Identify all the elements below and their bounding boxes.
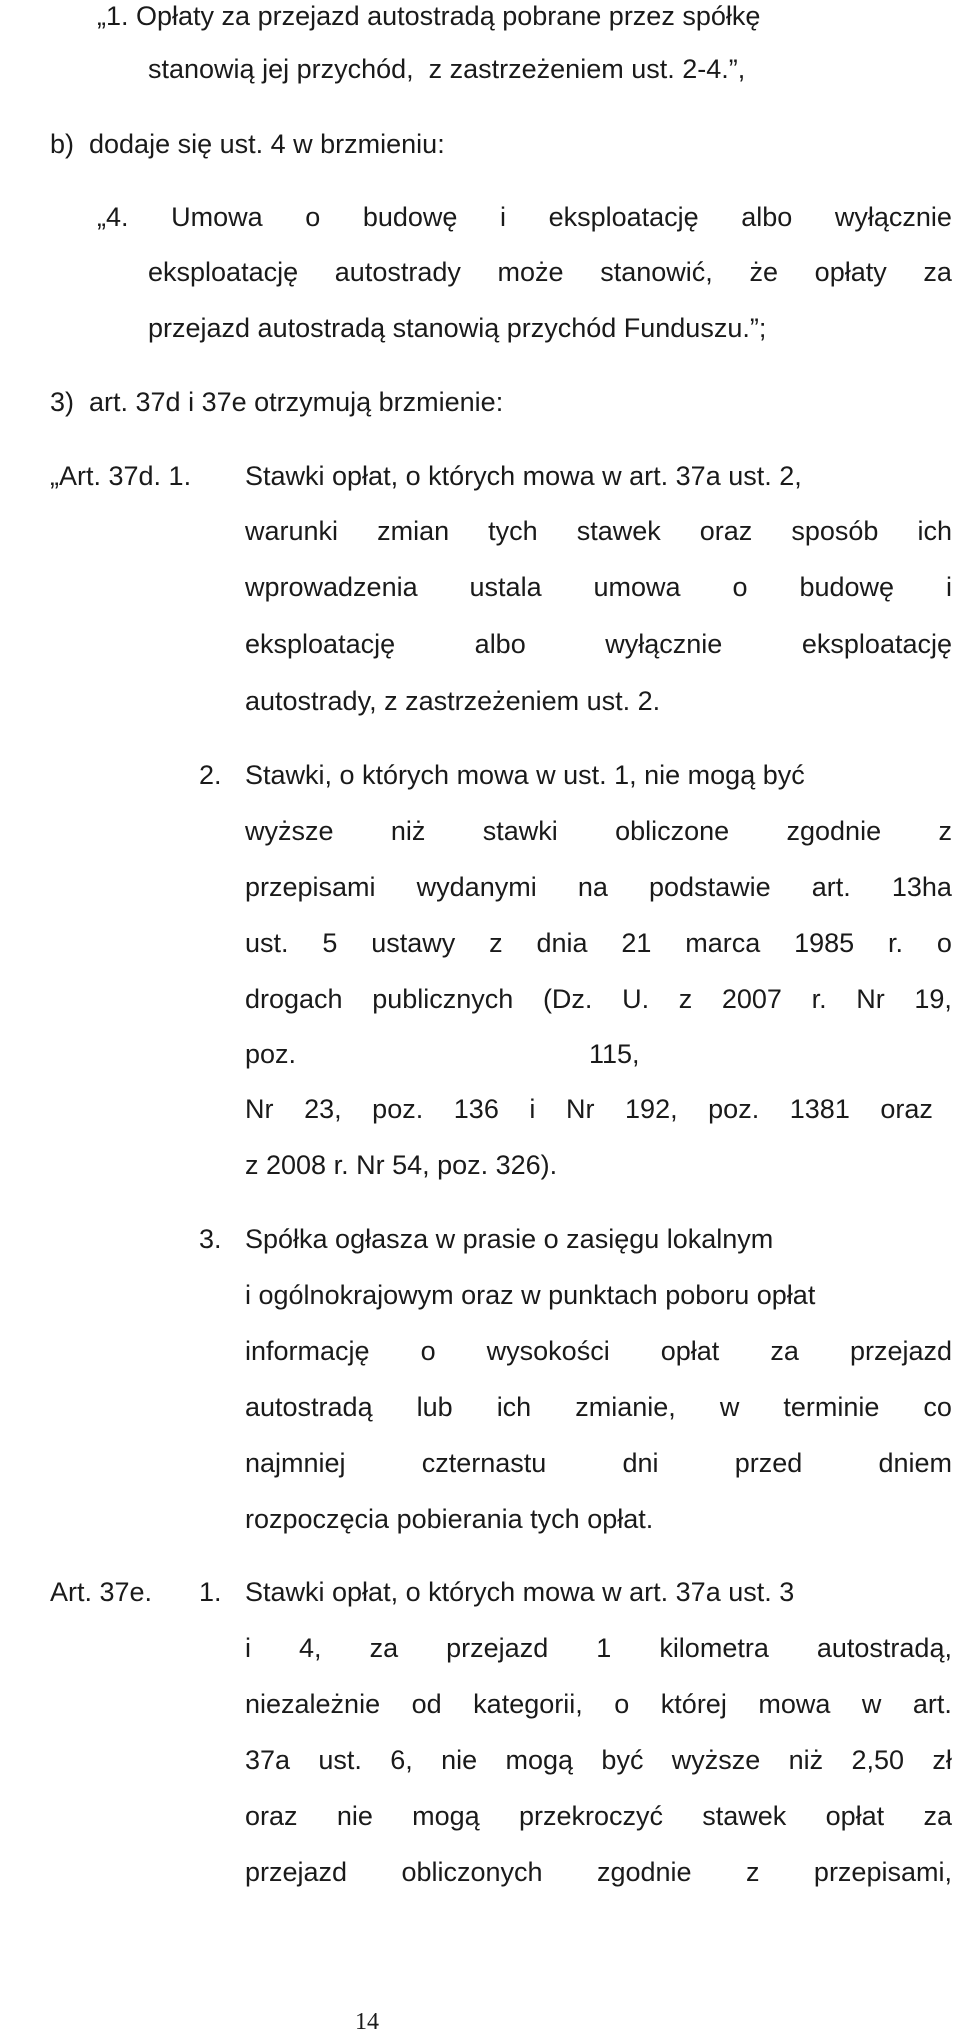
text-line-justified [97,204,952,231]
word: ich [496,1392,532,1422]
word: wprowadzenia [245,572,418,602]
word: być [601,1745,644,1775]
word: za [770,1336,799,1366]
word: eksploatację [801,629,952,659]
word: 23, [304,1094,342,1124]
word: U. [622,984,650,1014]
word: 5 [322,928,338,958]
text-line-justified [245,1859,952,1886]
word: zmianie, [575,1392,676,1422]
word: opłat [825,1801,885,1831]
word: stawki [482,816,558,846]
text-line: z 2008 r. Nr 54, poz. 326). [245,1150,558,1180]
text-line-justified [245,1338,952,1365]
word: od [411,1689,442,1719]
word: tych [488,516,538,546]
word: eksploatację [548,202,699,232]
word: albo [474,629,526,659]
word: o [614,1689,630,1719]
text-line: Spółka ogłasza w prasie o zasięgu lokalnym [245,1224,774,1254]
word: o [732,572,748,602]
word: 6, [390,1745,413,1775]
word: dniem [878,1448,952,1478]
word: czternastu [421,1448,547,1478]
word: z [746,1857,760,1887]
text-line: 115, [589,1039,640,1069]
word: kilometra [659,1633,769,1663]
word: co [923,1392,952,1422]
word: informację [245,1336,370,1366]
word: której [660,1689,727,1719]
word: lub [416,1392,453,1422]
word: i [245,1633,251,1663]
word: r. [811,984,827,1014]
word: za [923,1801,952,1831]
text-line: przejazd autostradą stanowią przychód Funduszu.”; [148,313,767,343]
word: podstawie [649,872,771,902]
word: warunki [245,516,339,546]
list-item-b: b) dodaje się ust. 4 w brzmieniu: [50,129,445,159]
word: budowę [799,572,895,602]
word: opłat [660,1336,720,1366]
word: 192, [625,1094,678,1124]
word: zmian [377,516,450,546]
word: stawek [576,516,661,546]
word: przed [734,1448,803,1478]
text-line-justified [245,631,952,658]
word: o [420,1336,436,1366]
list-item-3: 3) art. 37d i 37e otrzymują brzmienie: [50,387,504,417]
word: Nr [856,984,885,1014]
text-line-justified [245,1691,952,1718]
word: obliczonych [401,1857,543,1887]
word: zgodnie [786,816,882,846]
word: nie [441,1745,478,1775]
text-line-justified [245,1635,952,1662]
word: budowę [362,202,458,232]
word: poz. [708,1094,760,1124]
text-line: stanowią jej przychód, z zastrzeżeniem ust. 2-4.”, [148,54,746,84]
word: i [529,1094,536,1124]
word: z [938,816,952,846]
word: ust. [245,928,289,958]
word: autostrady [334,257,461,287]
word: wyższe [245,816,334,846]
paragraph-number: 2. [199,760,222,790]
word: o [305,202,321,232]
text-line-justified [245,518,952,545]
word: na [577,872,608,902]
text-line-justified [245,1450,952,1477]
text-line-justified [245,874,952,901]
word: wyłącznie [605,629,723,659]
text-line: autostrady, z zastrzeżeniem ust. 2. [245,686,661,716]
word: dnia [536,928,588,958]
word: stawek [702,1801,787,1831]
text-line-justified [245,818,952,845]
word: eksploatację [148,257,299,287]
text-line: „1. Opłaty za przejazd autostradą pobrane przez spółkę [97,1,761,31]
word: 21 [621,928,652,958]
word: przejazd [849,1336,952,1366]
paragraph-number: 1. [199,1577,222,1607]
word: za [923,257,952,287]
text-line-justified [148,259,952,286]
word: Nr [245,1094,274,1124]
word: ustawy [371,928,456,958]
word: niezależnie [245,1689,381,1719]
word: eksploatację [245,629,396,659]
word: r. [888,928,904,958]
word: najmniej [245,1448,346,1478]
word: w [861,1689,882,1719]
word: art. [912,1689,952,1719]
word: w [719,1392,740,1422]
text-line-justified [245,1096,933,1123]
word: mogą [505,1745,574,1775]
word: niż [788,1745,824,1775]
word: że [749,257,778,287]
text-line: Stawki opłat, o których mowa w art. 37a ust. 2, [245,461,802,491]
word: ust. [318,1745,362,1775]
text-line-justified [245,1394,952,1421]
word: 4, [299,1633,322,1663]
word: albo [741,202,793,232]
word: Umowa [171,202,263,232]
word: publicznych [372,984,514,1014]
word: marca [685,928,761,958]
word: za [369,1633,399,1663]
word: 13ha [891,872,952,902]
word: 1381 [789,1094,850,1124]
text-line: poz. [245,1039,297,1069]
word: zgodnie [596,1857,692,1887]
word: 136 [453,1094,499,1124]
word: z [489,928,503,958]
word: autostradą, [816,1633,952,1663]
text-line-justified [245,1803,952,1830]
word: drogach [245,984,343,1014]
word: sposób [791,516,879,546]
text-line-justified [245,574,952,601]
word: wyłącznie [834,202,952,232]
word: 2007 [721,984,782,1014]
word: 1985 [794,928,855,958]
article-heading: Art. 37e. [50,1577,153,1607]
word: ustala [469,572,542,602]
text-line: rozpoczęcia pobierania tych opłat. [245,1504,654,1534]
word: przepisami [245,872,376,902]
text-line-justified [245,1747,952,1774]
word: przekroczyć [518,1801,663,1831]
word: wysokości [486,1336,610,1366]
word: mowa [758,1689,831,1719]
text-line-justified [245,930,952,957]
word: stanowić, [600,257,713,287]
word: „4. [97,202,129,232]
word: art. [811,872,851,902]
paragraph-number: 3. [199,1224,222,1254]
word: wydanymi [416,872,537,902]
word: przejazd [446,1633,549,1663]
word: 37a [245,1745,291,1775]
word: ich [917,516,952,546]
word: oraz [699,516,753,546]
word: opłaty [814,257,887,287]
word: kategorii, [473,1689,583,1719]
word: mogą [412,1801,480,1831]
word: umowa [593,572,681,602]
word: niż [390,816,426,846]
word: o [936,928,952,958]
word: może [497,257,564,287]
text-line: Stawki opłat, o których mowa w art. 37a ust. 3 [245,1577,795,1607]
page-number: 14 [355,2009,379,2035]
word: oraz [880,1094,933,1124]
word: i [945,572,952,602]
text-line-justified [245,986,952,1013]
word: przejazd [245,1857,348,1887]
word: (Dz. [542,984,593,1014]
word: wyższe [671,1745,761,1775]
word: 19, [914,984,952,1014]
word: terminie [783,1392,880,1422]
word: 1 [596,1633,612,1663]
word: przepisami, [813,1857,952,1887]
word: z [678,984,693,1014]
word: poz. [372,1094,424,1124]
word: nie [336,1801,373,1831]
text-line: Stawki, o których mowa w ust. 1, nie mogą być [245,760,805,790]
text-line: i ogólnokrajowym oraz w punktach poboru opłat [245,1280,816,1310]
word: obliczone [615,816,730,846]
word: dni [622,1448,659,1478]
word: oraz [245,1801,298,1831]
word: 2,50 [851,1745,905,1775]
word: i [499,202,506,232]
word: zł [932,1745,952,1775]
word: autostradą [245,1392,373,1422]
word: Nr [565,1094,595,1124]
article-heading: „Art. 37d. 1. [50,461,192,491]
